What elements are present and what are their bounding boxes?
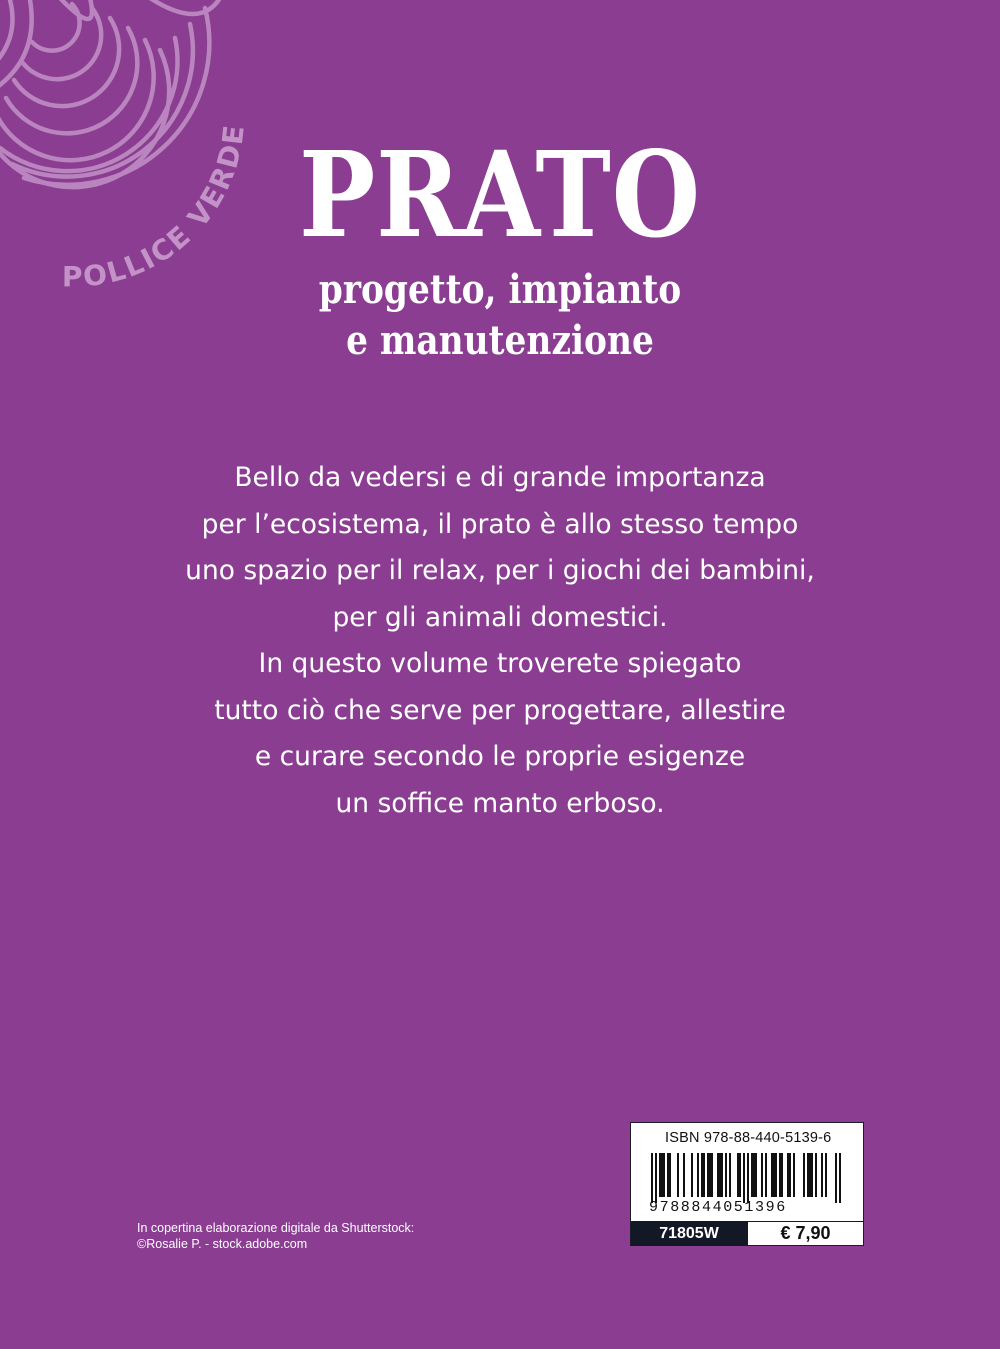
isbn-label: ISBN 978-88-440-5139-6 (665, 1130, 832, 1146)
product-code: 71805W (631, 1221, 747, 1246)
barcode-bar (677, 1153, 679, 1197)
barcode-bar (809, 1153, 811, 1197)
barcode-bar (803, 1153, 805, 1197)
barcode-bar (835, 1153, 837, 1203)
ean-digits: 9788844051396 (649, 1199, 787, 1216)
barcode-bar (659, 1153, 661, 1197)
image-credits (137, 1221, 414, 1252)
barcode-bar (737, 1153, 739, 1197)
barcode-bar (839, 1153, 841, 1203)
barcode-bar (719, 1153, 721, 1197)
barcode-bar (721, 1153, 723, 1197)
barcode-bar (661, 1153, 663, 1197)
barcode-bar (787, 1153, 789, 1197)
barcode-bar (663, 1153, 665, 1197)
barcode-bar (707, 1153, 709, 1197)
barcode-bar (651, 1153, 653, 1203)
credits-line1: In copertina elaborazione digitale da Shutterstock: (137, 1221, 415, 1235)
barcode-bar (667, 1153, 669, 1197)
book-subtitle-line2: e manutenzione (346, 317, 654, 364)
blurb-line: In questo volume troverete spiegato (258, 648, 742, 679)
barcode-bar (717, 1153, 719, 1197)
barcode-bar (825, 1153, 827, 1197)
barcode-bar (779, 1153, 781, 1197)
blurb-line: uno spazio per il relax, per i giochi dei bambini, (185, 555, 815, 586)
barcode-bar (753, 1153, 755, 1197)
barcode-bar (691, 1153, 693, 1197)
book-title: PRATO (298, 125, 702, 264)
barcode-bar (781, 1153, 783, 1197)
blurb-line: Bello da vedersi e di grande importanza (234, 462, 766, 493)
price-label: € 7,90 (747, 1221, 863, 1246)
blurb-line: e curare secondo le proprie esigenze (254, 741, 746, 772)
blurb-line: per l’ecosistema, il prato è allo stesso tempo (201, 508, 799, 540)
barcode-bar (711, 1153, 713, 1197)
book-blurb (0, 455, 1000, 827)
barcode-bar (709, 1153, 711, 1197)
barcode-bar (755, 1153, 757, 1197)
barcode-bar (751, 1153, 753, 1197)
credits-line2: ©Rosalie P. - stock.adobe.com (137, 1236, 308, 1251)
blurb-line: un soffice manto erboso. (335, 787, 665, 819)
barcode-bar (703, 1153, 705, 1197)
barcode-bar (701, 1153, 703, 1197)
barcode-bar (697, 1153, 699, 1197)
series-logo-label: POLLICE VERDE (61, 121, 252, 294)
barcode-bar (683, 1153, 685, 1197)
blurb-line: tutto ciò che serve per progettare, allestire (214, 694, 786, 726)
barcode-bar (725, 1153, 727, 1197)
barcode-bar (773, 1153, 775, 1197)
barcode-bar (775, 1153, 777, 1197)
barcode-bar (815, 1153, 817, 1197)
barcode-bar (807, 1153, 809, 1197)
barcode-bar (739, 1153, 741, 1197)
barcode-bar (729, 1153, 731, 1197)
barcode-bar (771, 1153, 773, 1197)
barcode-bar (789, 1153, 791, 1197)
blurb-line: per gli animali domestici. (332, 601, 668, 633)
barcode-bar (743, 1153, 745, 1203)
barcode-bar (811, 1153, 813, 1197)
barcode-bar (761, 1153, 763, 1197)
barcode-bar (765, 1153, 767, 1197)
book-subtitle-line1: progetto, impianto (318, 266, 682, 313)
barcode-bar (747, 1153, 749, 1203)
barcode-bar (669, 1153, 671, 1197)
barcode-box (630, 1122, 864, 1246)
barcode-bar (655, 1153, 657, 1203)
barcode-bar (821, 1153, 823, 1197)
barcode-bar (793, 1153, 795, 1197)
